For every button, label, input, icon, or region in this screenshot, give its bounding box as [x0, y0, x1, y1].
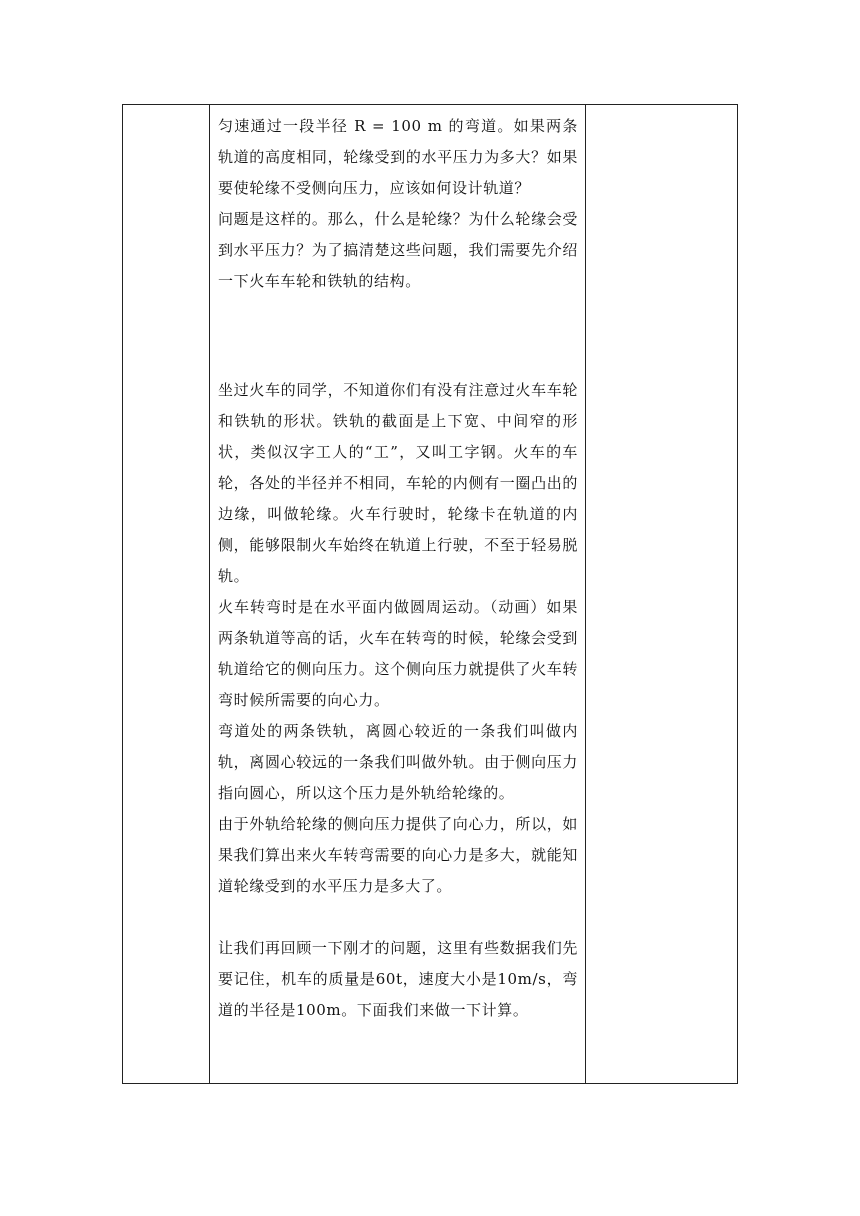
- column-divider-left: [209, 105, 210, 1083]
- paragraph-review-data: 让我们再回顾一下刚才的问题，这里有些数据我们先要记住，机车的质量是60t，速度大小是10m/s，弯道的半径是100m。下面我们来做一下计算。: [218, 939, 578, 1019]
- paragraph-intro: 问题是这样的。那么，什么是轮缘？为什么轮缘会受到水平压力？为了搞清楚这些问题，我们需要先介绍一下火车车轮和铁轨的结构。: [218, 210, 578, 290]
- teaching-content-cell: [218, 105, 578, 1026]
- paragraph-problem: 匀速通过一段半径 R = 100 m 的弯道。如果两条轨道的高度相同，轮缘受到的水平压力为多大？如果要使轮缘不受侧向压力，应该如何设计轨道？: [218, 117, 578, 197]
- paragraph-centripetal: 由于外轨给轮缘的侧向压力提供了向心力，所以，如果我们算出来火车转弯需要的向心力是多大，就能知道轮缘受到的水平压力是多大了。: [218, 815, 578, 895]
- blank-space: [218, 902, 578, 933]
- paragraph-circular-motion: 火车转弯时是在水平面内做圆周运动。（动画）如果两条轨道等高的话，火车在转弯的时候，轮缘会受到轨道给它的侧向压力。这个侧向压力就提供了火车转弯时候所需要的向心力。: [218, 598, 578, 709]
- paragraph-inner-outer-rail: 弯道处的两条铁轨，离圆心较近的一条我们叫做内轨，离圆心较远的一条我们叫做外轨。由于侧向压力指向圆心，所以这个压力是外轨给轮缘的。: [218, 722, 578, 802]
- blank-space: [218, 297, 578, 375]
- lesson-table: [122, 104, 738, 1084]
- paragraph-rail-shape: 坐过火车的同学，不知道你们有没有注意过火车车轮和铁轨的形状。铁轨的截面是上下宽、中间窄的形状，类似汉字工人的“工”，又叫工字钢。火车的车轮，各处的半径并不相同，车轮的内侧有一圈凸出的边缘，叫做轮缘。火车行驶时，轮缘卡在轨道的内侧，能够限制火车始终在轨道上行驶，不至于轻易脱轨。: [218, 381, 578, 585]
- column-divider-right: [585, 105, 586, 1083]
